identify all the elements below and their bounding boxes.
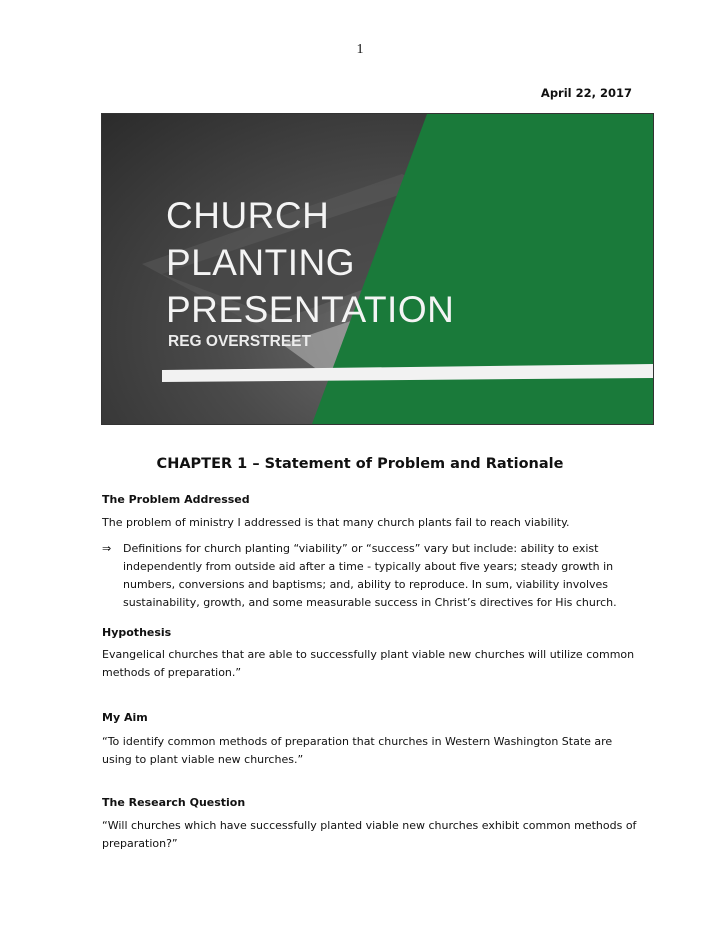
slide-author: REG OVERSTREET <box>168 333 311 350</box>
hypothesis-text: Evangelical churches that are able to successfully plant viable new churches will utilize common methods of preparation.” <box>102 648 635 679</box>
problem-bullet <box>102 540 642 612</box>
chapter-title: CHAPTER 1 – Statement of Problem and Rationale <box>156 456 564 472</box>
problem-heading: The Problem Addressed <box>102 493 250 506</box>
slide-title-line: PRESENTATION <box>166 289 455 330</box>
slide-title-line: CHURCH <box>166 195 330 236</box>
document-date: April 22, 2017 <box>540 86 632 100</box>
aim-heading: My Aim <box>102 711 148 724</box>
problem-text: The problem of ministry I addressed is that many church plants fail to reach viability. <box>102 516 570 529</box>
arrow-bullet-icon: ⇒ <box>102 542 112 555</box>
page-number: 1 <box>356 42 364 57</box>
research-question-text: “Will churches which have successfully planted viable new churches exhibit common methods of preparation?” <box>102 819 637 850</box>
presentation-slide-image <box>101 113 654 425</box>
aim-text: “To identify common methods of preparation that churches in Western Washington State are using to plant viable new churches.” <box>102 735 613 766</box>
hypothesis-heading: Hypothesis <box>102 626 172 639</box>
problem-bullet-text: Definitions for church planting “viability” or “success” vary but include: ability to exist independently from outside aid after a time - typically about five years; steady growth in numbers, conversions and baptisms; and, ability to reproduce. In sum, viability involves sustainability, growth, and some measurable success in Christ’s directives for His church. <box>123 542 617 609</box>
research-question-heading: The Research Question <box>102 796 246 809</box>
slide-title-line: PLANTING <box>166 242 356 283</box>
slide-title <box>166 192 454 333</box>
